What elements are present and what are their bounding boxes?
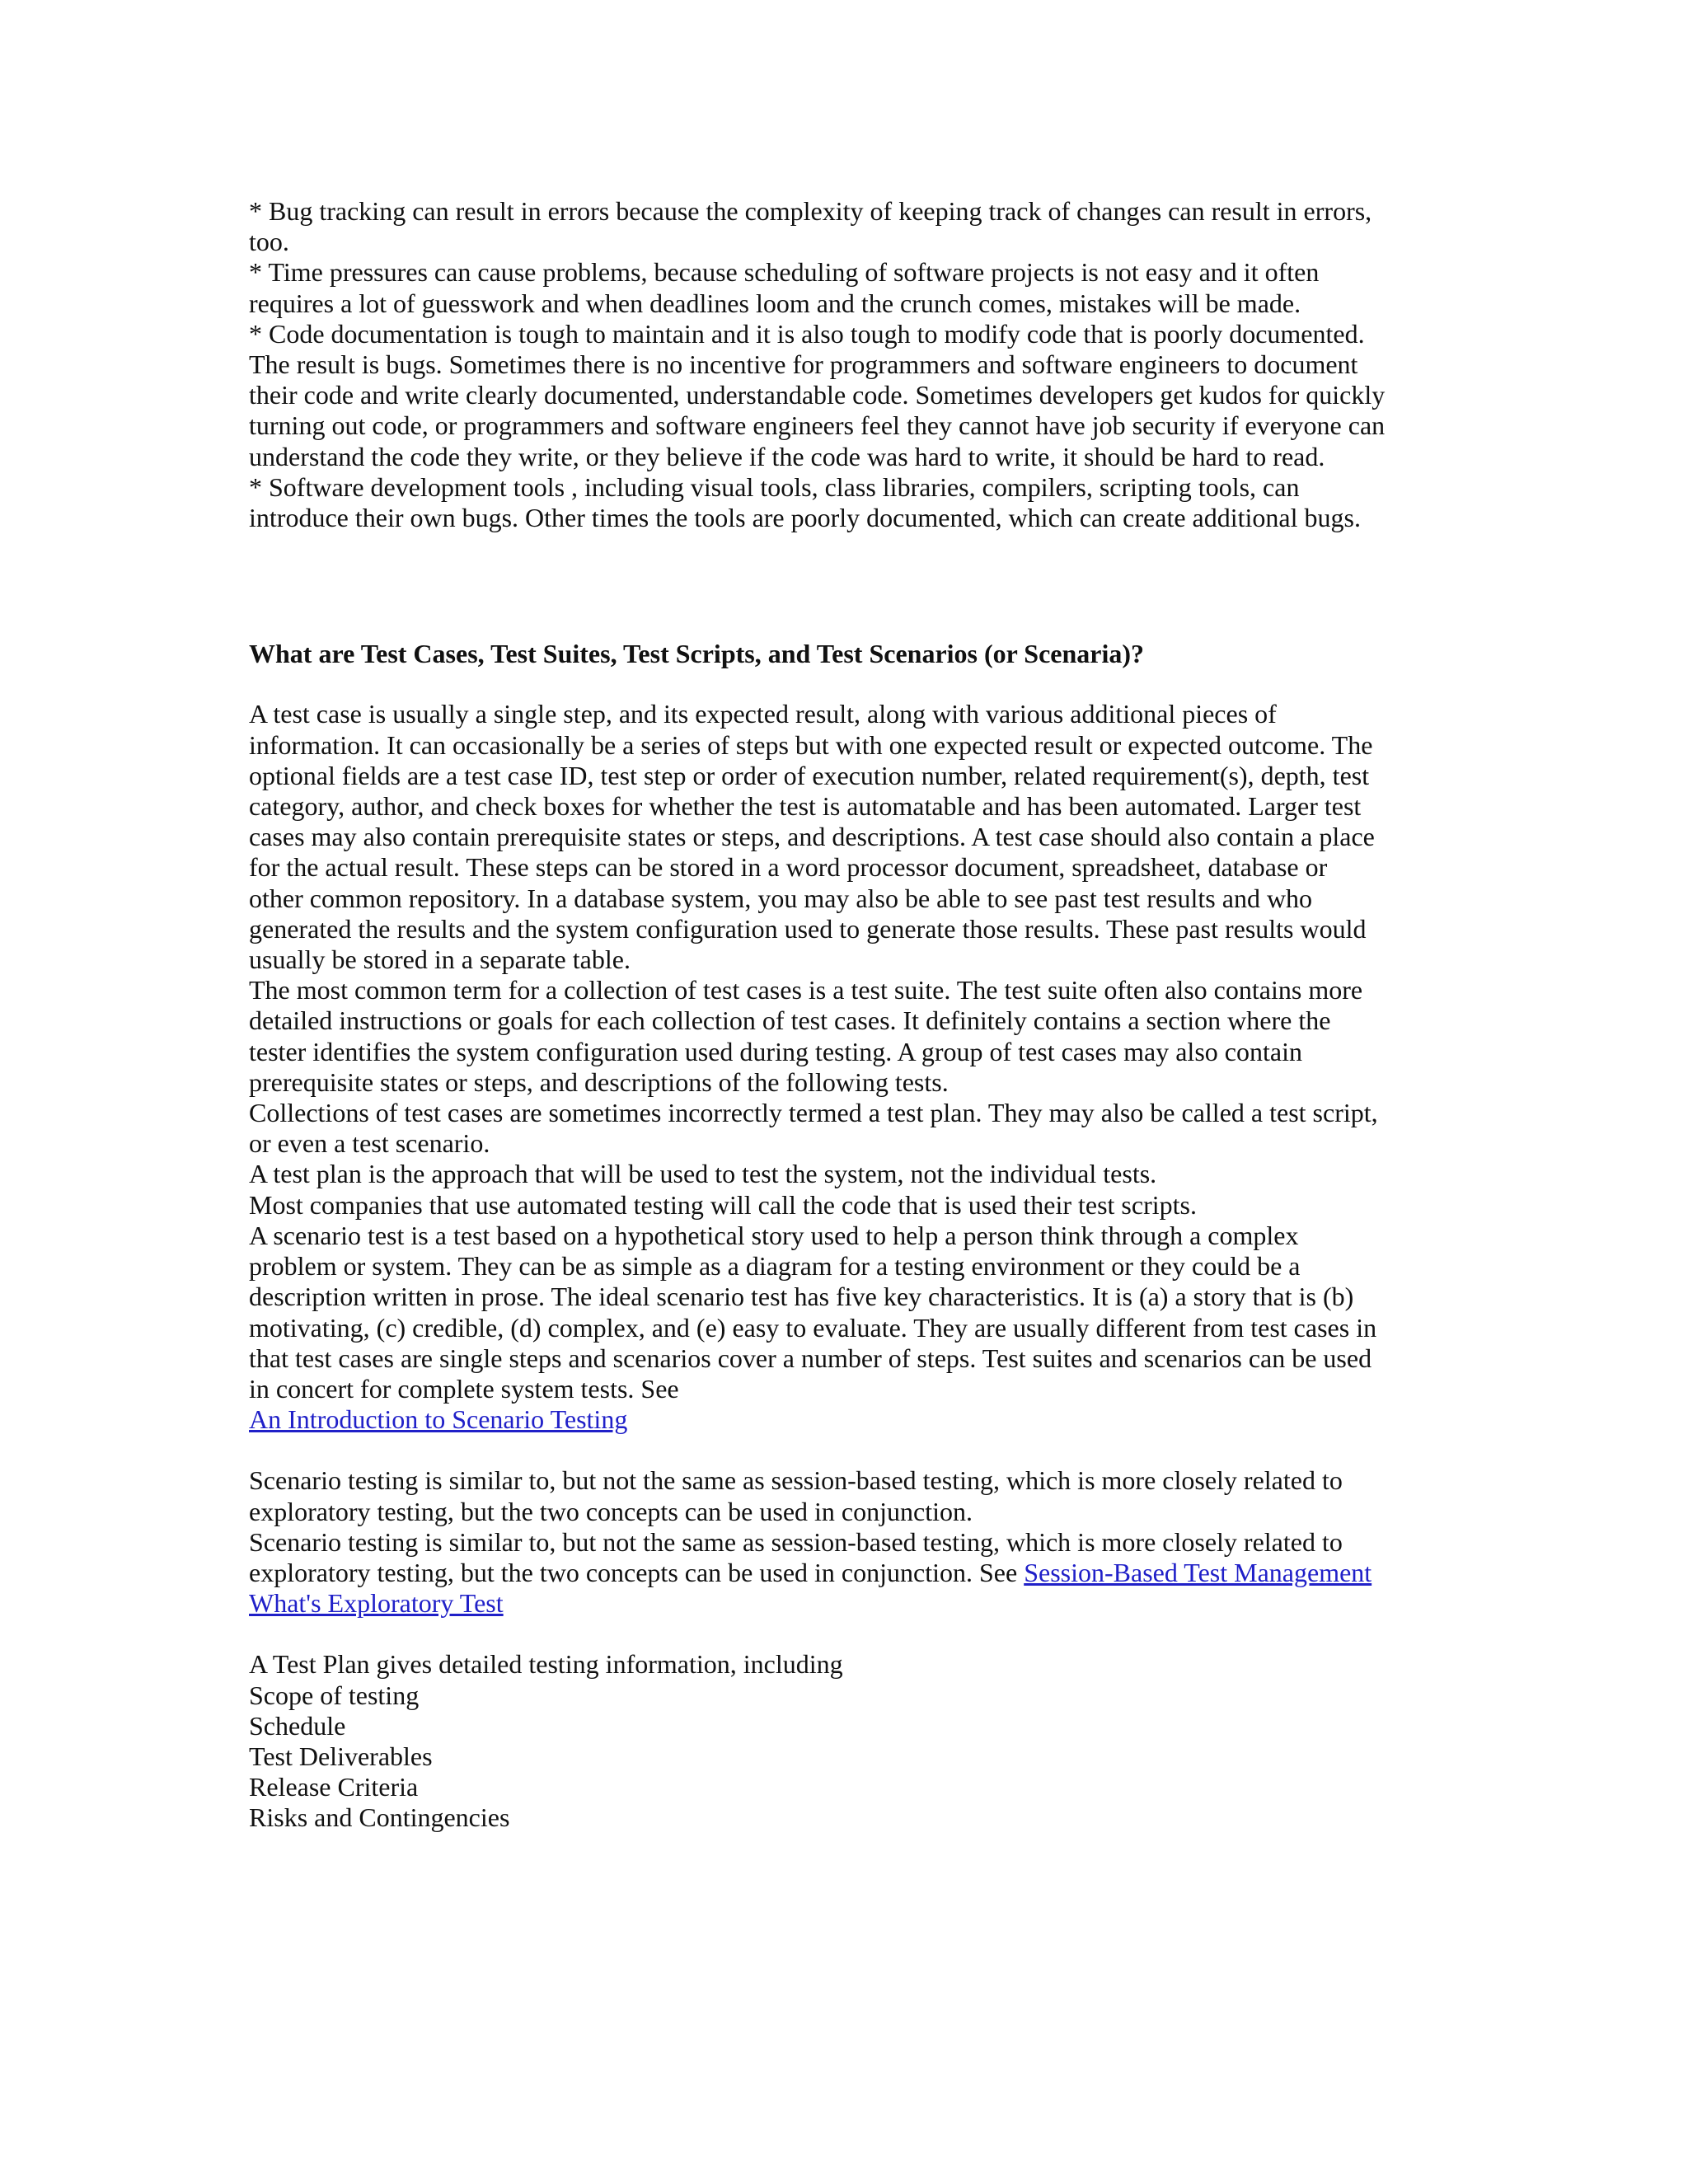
bullet-line: The result is bugs. Sometimes there is no incentive for programmers and software engineers to document (249, 349, 1358, 380)
body-line: other common repository. In a database system, you may also be able to see past test results and who (249, 883, 1313, 913)
session-section-2 (249, 1527, 1452, 1619)
test-plan-item: Schedule (249, 1710, 346, 1741)
test-plan-intro: A Test Plan gives detailed testing information, including (249, 1649, 843, 1680)
body-line: detailed instructions or goals for each collection of test cases. It definitely contains a section where the (249, 1005, 1331, 1036)
session-line-text: exploratory testing, but the two concepts can be used in conjunction. See (249, 1557, 1025, 1587)
test-plan-section (249, 1649, 1452, 1833)
body-line: motivating, (c) credible, (d) complex, and (e) easy to evaluate. They are usually different from test cases in (249, 1312, 1377, 1343)
bullet-line: * Bug tracking can result in errors because the complexity of keeping track of changes can result in errors, (249, 196, 1372, 226)
bullet-line: requires a lot of guesswork and when deadlines loom and the crunch comes, mistakes will be made. (249, 288, 1301, 318)
scenario-testing-link[interactable]: An Introduction to Scenario Testing (249, 1404, 628, 1435)
body-line: or even a test scenario. (249, 1128, 490, 1159)
paragraph-spacer (249, 1619, 1452, 1649)
session-line: Scenario testing is similar to, but not the same as session-based testing, which is more closely related to (249, 1526, 1343, 1557)
test-plan-item: Release Criteria (249, 1772, 419, 1802)
bullets-section (249, 196, 1452, 533)
body-line: in concert for complete system tests. See (249, 1373, 679, 1404)
session-line-with-link (249, 1558, 1452, 1588)
paragraph-spacer (249, 1435, 1452, 1465)
test-plan-item: Risks and Contingencies (249, 1802, 510, 1833)
body-line: A test plan is the approach that will be used to test the system, not the individual tests. (249, 1159, 1157, 1189)
body-line: Most companies that use automated testing will call the code that is used their test scripts. (249, 1189, 1197, 1220)
body-line: for the actual result. These steps can be stored in a word processor document, spreadsheet, database or (249, 852, 1328, 883)
session-line: exploratory testing, but the two concepts can be used in conjunction. (249, 1496, 973, 1526)
body-section (249, 699, 1452, 1435)
body-line: usually be stored in a separate table. (249, 944, 631, 975)
body-line: generated the results and the system configuration used to generate those results. These past results would (249, 913, 1367, 944)
bullet-line: introduce their own bugs. Other times the tools are poorly documented, which can create additional bugs. (249, 503, 1361, 533)
test-plan-item: Test Deliverables (249, 1741, 433, 1771)
bullet-line: * Time pressures can cause problems, because scheduling of software projects is not easy and it often (249, 257, 1320, 288)
body-line: tester identifies the system configuration used during testing. A group of test cases may also contain (249, 1036, 1302, 1066)
session-section-1 (249, 1465, 1452, 1526)
bullet-line: too. (249, 227, 289, 257)
body-line: Collections of test cases are sometimes incorrectly termed a test plan. They may also be called a test script, (249, 1098, 1378, 1128)
body-line: The most common term for a collection of test cases is a test suite. The test suite often also contains more (249, 975, 1363, 1005)
body-line: A scenario test is a test based on a hypothetical story used to help a person think through a complex (249, 1220, 1299, 1250)
heading-spacer (249, 669, 1452, 699)
body-line: category, author, and check boxes for whether the test is automatable and has been automated. Larger test (249, 791, 1362, 822)
body-line: problem or system. They can be as simple as a diagram for a testing environment or they could be a (249, 1251, 1301, 1282)
body-line: optional fields are a test case ID, test step or order of execution number, related requirement(s), depth, test (249, 760, 1370, 790)
bullet-line: turning out code, or programmers and software engineers feel they cannot have job security if everyone can (249, 410, 1386, 441)
body-line: cases may also contain prerequisite states or steps, and descriptions. A test case should also contain a place (249, 822, 1375, 852)
bullet-line: understand the code they write, or they believe if the code was hard to write, it should be hard to read. (249, 441, 1325, 471)
bullet-line: * Code documentation is tough to maintain and it is also tough to modify code that is poorly documented. (249, 318, 1365, 349)
bullet-line: * Software development tools , including visual tools, class libraries, compilers, scripting tools, can (249, 471, 1300, 502)
session-based-test-management-link[interactable]: Session-Based Test Management (1024, 1557, 1372, 1587)
body-line: description written in prose. The ideal scenario test has five key characteristics. It is (a) a story that is (b) (249, 1282, 1354, 1312)
test-plan-item: Scope of testing (249, 1680, 420, 1710)
body-line: information. It can occasionally be a series of steps but with one expected result or expected outcome. The (249, 729, 1373, 760)
body-line: prerequisite states or steps, and descriptions of the following tests. (249, 1066, 949, 1097)
document-page (249, 196, 1452, 1834)
body-line: that test cases are single steps and scenarios cover a number of steps. Test suites and scenarios can be used (249, 1343, 1372, 1373)
section-heading: What are Test Cases, Test Suites, Test Scripts, and Test Scenarios (or Scenaria)? (249, 639, 1145, 669)
bullet-line: their code and write clearly documented, understandable code. Sometimes developers get kudos for quickly (249, 380, 1386, 410)
exploratory-test-link[interactable]: What's Exploratory Test (249, 1588, 504, 1619)
body-line: A test case is usually a single step, and its expected result, along with various additional pieces of (249, 699, 1277, 729)
section-spacer (249, 533, 1452, 639)
session-line: Scenario testing is similar to, but not the same as session-based testing, which is more closely related to (249, 1465, 1343, 1496)
